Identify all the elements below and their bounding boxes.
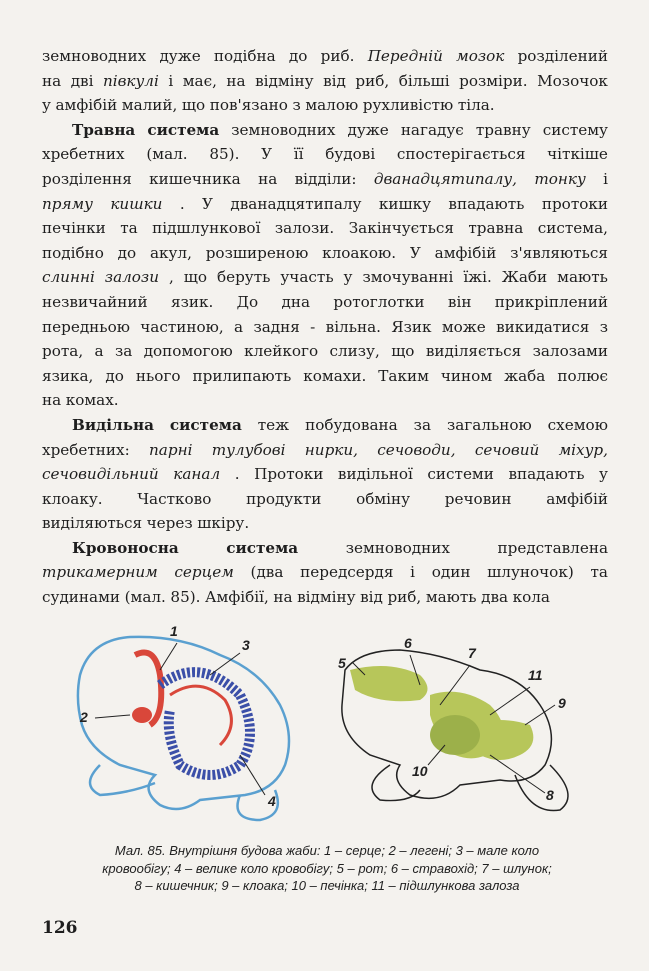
text-word: дві [70, 71, 94, 90]
text-line [42, 388, 608, 413]
italic-term: сечовидільний [42, 465, 159, 484]
text-word: дуже [347, 120, 389, 139]
text-word: розділення [42, 169, 132, 188]
text-word: Протоки [254, 465, 324, 484]
text-line [42, 536, 608, 561]
text-word: відміну [255, 71, 314, 90]
text-word: спостерігається [396, 145, 526, 164]
label-heart: 1 [170, 623, 178, 639]
text-word: кола [512, 588, 550, 607]
text-word: прикріплений [494, 292, 608, 311]
text-word: обміну [356, 489, 411, 508]
text-word: задня [253, 317, 300, 336]
text-word: представлена [497, 538, 608, 557]
text-word: слизу, [329, 342, 380, 361]
text-word: травна [468, 219, 524, 238]
bold-term: Травна [72, 120, 136, 139]
text-word: один [431, 563, 471, 582]
text-word: риб, [355, 71, 390, 90]
text-word: прилипають [192, 366, 292, 385]
text-line [42, 413, 608, 438]
italic-term: сечовий [474, 440, 540, 459]
text-word: може [441, 317, 486, 336]
text-word: розділений [517, 47, 608, 65]
italic-term: трикамерним [42, 563, 158, 582]
text-word: чіткіше [547, 145, 608, 164]
text-word: передньою [42, 317, 130, 336]
italic-term: міхур, [558, 440, 608, 459]
text-word: протоки [541, 194, 608, 213]
text-word: чином [440, 366, 493, 385]
text-word: відміну [297, 588, 356, 607]
text-word: на [42, 71, 62, 90]
text-word: дванадцятипалу [230, 194, 362, 213]
text-word: видільної [337, 465, 413, 484]
label-stomach: 7 [468, 645, 476, 661]
text-word: виділяється [425, 342, 522, 361]
text-word: до [288, 47, 308, 65]
italic-term: серцем [174, 563, 234, 582]
text-word: у [599, 465, 608, 484]
text-word: вільна. [325, 317, 381, 336]
text-word: викидатися [496, 317, 590, 336]
label-pulmonary-circulation: 3 [242, 637, 250, 653]
bold-term: система [226, 538, 299, 557]
heart-shape [132, 707, 152, 723]
text-word: у [343, 268, 353, 287]
text-word: До [236, 292, 259, 311]
paragraph [42, 536, 608, 610]
text-word: на [273, 588, 293, 607]
text-word: дуже [159, 47, 201, 65]
text-word: відділи: [294, 169, 357, 188]
text-word: Частково [137, 489, 212, 508]
text-word: (мал. [124, 588, 166, 607]
text-word: шлуночок) [487, 563, 574, 582]
text-word: комахи. [303, 366, 367, 385]
text-word: підшлункової [152, 219, 261, 238]
text-word: У [202, 194, 213, 213]
label-systemic-circulation: 4 [268, 793, 276, 809]
label-esophagus: 6 [404, 635, 412, 651]
text-line [42, 364, 608, 389]
text-word: ротоглотки [333, 292, 425, 311]
text-word: систему [542, 120, 608, 139]
italic-term: пряму [42, 194, 93, 213]
text-line [42, 487, 608, 512]
text-line [42, 142, 608, 167]
figure-caption [62, 842, 592, 895]
italic-term: канал [173, 465, 221, 484]
text-word: Закінчується [348, 219, 454, 238]
text-word: її [293, 145, 304, 164]
text-line [42, 265, 608, 290]
italic-term: півкулі [102, 71, 159, 90]
text-word: риб, [387, 588, 422, 607]
text-word: до [117, 243, 137, 262]
text-line [42, 339, 608, 364]
text-word: впадають [508, 465, 585, 484]
text-word: до [105, 366, 124, 385]
bold-term: Видільна [72, 415, 154, 434]
text-line [42, 438, 608, 463]
label-lungs: 2 [80, 709, 88, 725]
text-word: подібна [213, 47, 276, 65]
text-word: впадають [448, 194, 525, 213]
text-word: рухливістю [362, 96, 454, 115]
body-text [42, 44, 608, 610]
bold-term: система [169, 415, 242, 434]
figure-frog-anatomy [60, 615, 600, 830]
text-word: а [94, 342, 104, 361]
text-word: риб. [320, 47, 355, 65]
text-word: на [258, 169, 278, 188]
italic-term: залози [104, 268, 159, 287]
text-line [42, 315, 608, 340]
bold-term: Кровоносна [72, 538, 179, 557]
text-word: розширеною [205, 243, 309, 262]
text-word: з [292, 96, 301, 115]
page-number: 126 [42, 918, 78, 938]
text-word: схемою [547, 415, 608, 434]
text-word: і [410, 563, 416, 582]
text-word: на [226, 71, 246, 90]
text-word: кишечника [149, 169, 241, 188]
text-line [42, 585, 608, 610]
text-word: за [413, 415, 431, 434]
text-word: У [409, 243, 421, 262]
text-word: Мозочок [537, 71, 608, 90]
text-word: нагадує [400, 120, 464, 139]
italic-term: тулубові [211, 440, 286, 459]
text-word: земноводних [345, 538, 450, 557]
text-word: клоаку. [42, 489, 103, 508]
text-word: з'являються [510, 243, 608, 262]
italic-term: сечоводи, [377, 440, 456, 459]
text-word: дна [281, 292, 311, 311]
text-line [42, 511, 608, 536]
text-word: тіла. [457, 96, 495, 115]
text-word: амфібій [546, 489, 608, 508]
text-word: , [168, 268, 174, 287]
text-word: побудована [305, 415, 398, 434]
text-word: беруть [216, 268, 271, 287]
text-word: що [391, 342, 415, 361]
text-word: а [234, 317, 244, 336]
text-line [42, 93, 608, 118]
italic-term: тонку [534, 169, 586, 188]
caption-line: кровообігу; 4 – велике коло кровобігу; 5 – рот; 6 – стравохід; 7 – шлунок; [102, 860, 552, 876]
italic-term: мозок [456, 47, 505, 65]
text-word: - [310, 317, 316, 336]
text-word: продукти [246, 489, 322, 508]
text-word: з [599, 317, 608, 336]
text-word: 85). [170, 588, 201, 607]
text-word: через [146, 514, 193, 533]
text-line [42, 560, 608, 585]
text-word: комах. [65, 391, 119, 410]
text-line [42, 44, 608, 69]
text-word: системи [427, 465, 494, 484]
text-word: більші [398, 71, 450, 90]
text-word: речовин [444, 489, 512, 508]
text-word: У [261, 145, 273, 164]
paragraph [42, 44, 608, 118]
paragraph [42, 413, 608, 536]
text-word: рота, [42, 342, 84, 361]
text-word: кишку [378, 194, 432, 213]
caption-line: Мал. 85. Внутрішня будова жаби: 1 – серце; 2 – легені; 3 – мале коло [114, 843, 540, 858]
frog-circulation-diagram [60, 615, 600, 830]
text-word: він [447, 292, 472, 311]
text-word: участь [280, 268, 334, 287]
text-word: судинами [42, 588, 121, 607]
italic-term: парні [149, 440, 193, 459]
text-word: земноводних [42, 47, 147, 65]
italic-term: Передній [367, 47, 443, 65]
text-word: земноводних [231, 120, 336, 139]
text-word: система, [537, 219, 608, 238]
text-word: печінки [42, 219, 106, 238]
text-word: два [481, 588, 509, 607]
text-word: загальною [446, 415, 532, 434]
text-word: частиною, [140, 317, 224, 336]
label-liver: 10 [412, 763, 428, 779]
text-word: залози. [274, 219, 335, 238]
text-word: клоакою. [322, 243, 397, 262]
italic-term: кишки [110, 194, 163, 213]
text-word: . [234, 465, 240, 484]
text-line [42, 462, 608, 487]
paragraph [42, 118, 608, 413]
text-line [42, 216, 608, 241]
text-word: малий, [121, 96, 178, 115]
text-word: подібно [42, 243, 104, 262]
text-word: їжі. [463, 268, 492, 287]
text-word: має, [182, 71, 217, 90]
text-word: на [42, 391, 62, 410]
text-word: що [183, 268, 207, 287]
text-word: Амфібії, [205, 588, 269, 607]
text-word: язик. [171, 292, 214, 311]
text-word: (мал. [146, 145, 188, 164]
text-word: розміри. [459, 71, 528, 90]
text-word: що [181, 96, 206, 115]
text-word: мають [425, 588, 477, 607]
text-word: клейкого [244, 342, 319, 361]
label-pancreas: 11 [528, 667, 543, 683]
text-word: акул, [149, 243, 192, 262]
text-word: та [120, 219, 138, 238]
text-word: (два [250, 563, 284, 582]
text-line [42, 241, 608, 266]
text-word: амфібій [55, 96, 118, 115]
text-word: мають [557, 268, 608, 287]
text-word: травну [475, 120, 531, 139]
text-line [42, 69, 608, 94]
text-line [42, 167, 608, 192]
text-word: передсердя [300, 563, 394, 582]
italic-term: слинні [42, 268, 95, 287]
text-word: незвичайний [42, 292, 148, 311]
italic-term: нирки, [304, 440, 358, 459]
text-word: за [114, 342, 133, 361]
text-word: малою [305, 96, 359, 115]
text-word: . [179, 194, 185, 213]
label-mouth: 5 [338, 655, 346, 671]
text-word: допомогою [143, 342, 233, 361]
text-word: виділяються [42, 514, 143, 533]
frog-left-illustration [78, 637, 289, 820]
text-word: Жаби [501, 268, 548, 287]
text-word: Язик [391, 317, 432, 336]
text-line [42, 290, 608, 315]
text-word: будові [325, 145, 376, 164]
text-word: пов'язано [209, 96, 288, 115]
text-word: полює [557, 366, 608, 385]
text-word: шкіру. [197, 514, 250, 533]
text-word: від [323, 71, 346, 90]
label-intestine: 8 [546, 787, 554, 803]
text-word: 85). [209, 145, 240, 164]
text-word: теж [257, 415, 290, 434]
text-word: нього [135, 366, 181, 385]
text-word: хребетних [42, 145, 125, 164]
italic-term: дванадцятипалу, [373, 169, 517, 188]
text-word: хребетних: [42, 440, 130, 459]
text-word: та [590, 563, 608, 582]
text-word: і [603, 169, 608, 188]
text-word: від [360, 588, 383, 607]
text-word: змочуванні [362, 268, 454, 287]
text-word: жаба [504, 366, 546, 385]
text-word: язика, [42, 366, 94, 385]
text-word: і [168, 71, 174, 90]
text-line [42, 192, 608, 217]
text-word: у [42, 96, 51, 115]
bold-term: система [147, 120, 220, 139]
label-cloaca: 9 [558, 695, 566, 711]
text-word: амфібій [434, 243, 497, 262]
text-word: залозами [532, 342, 608, 361]
text-line [42, 118, 608, 143]
text-word: Таким [378, 366, 429, 385]
caption-line: 8 – кишечник; 9 – клоака; 10 – печінка; 11 – підшлункова залоза [134, 878, 520, 893]
